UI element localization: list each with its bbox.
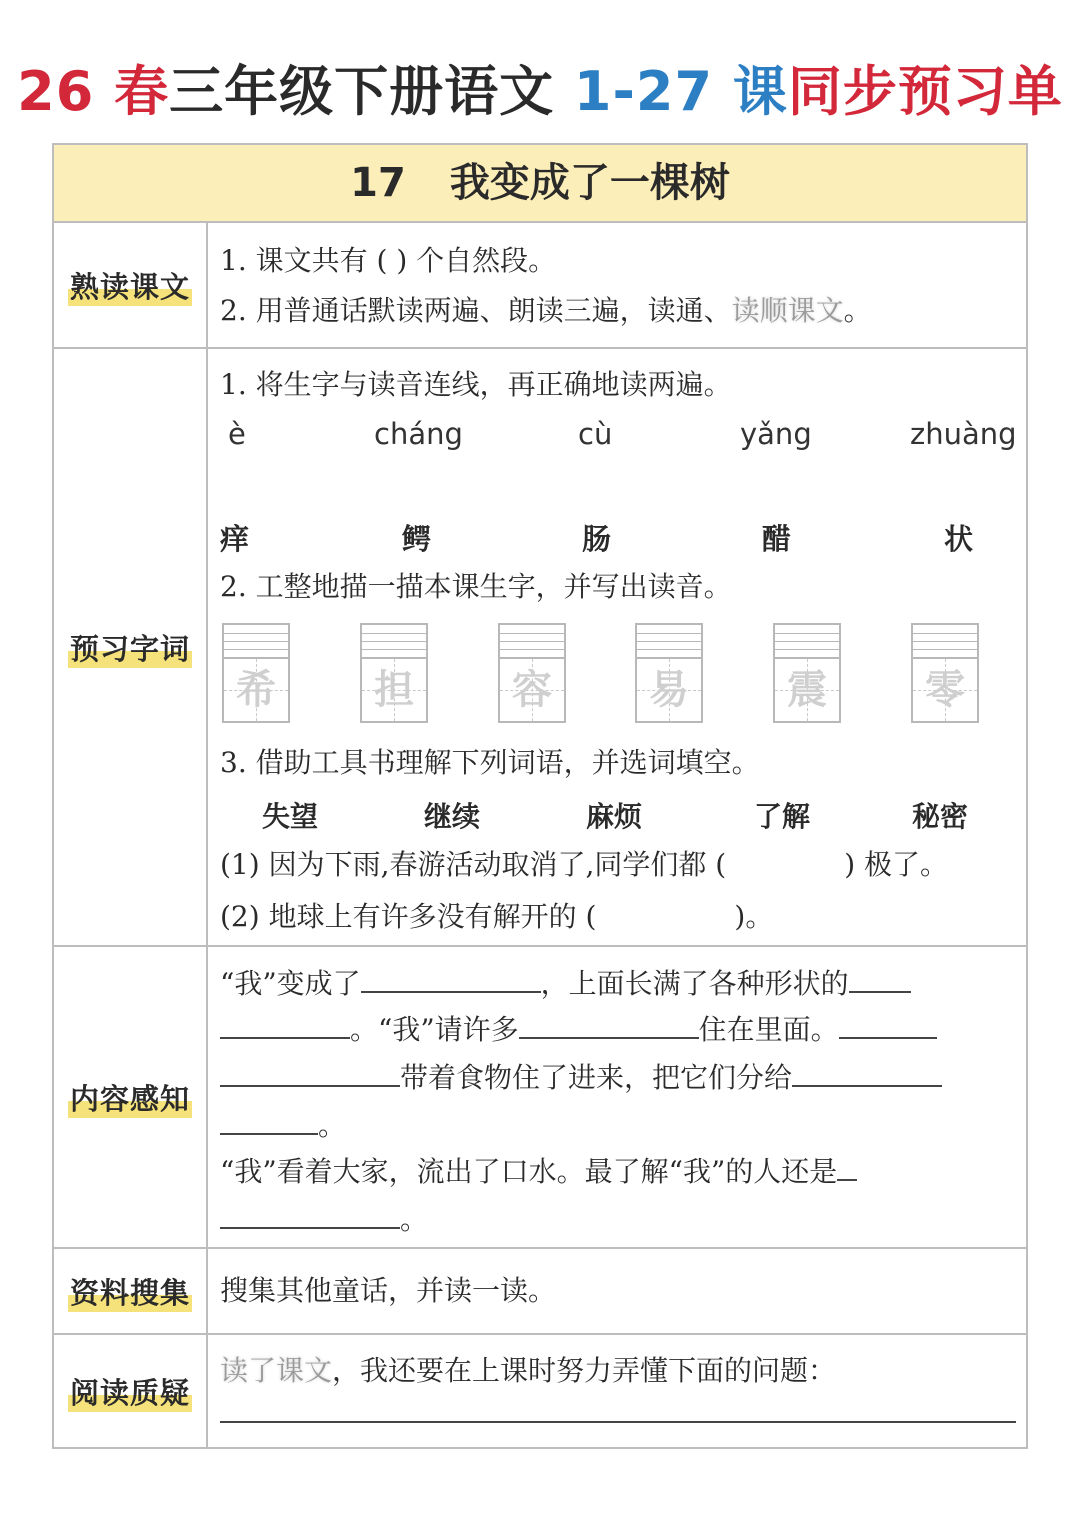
pinyin-item[interactable]: yǎng [740, 417, 812, 451]
answer-blank[interactable] [220, 1103, 318, 1135]
trace-character: 震 [787, 666, 827, 713]
answer-blank[interactable] [220, 1197, 400, 1229]
lesson-number: 17 [350, 160, 406, 206]
content-line-5: “我”看着大家，流出了口水。最了解“我”的人还是 [220, 1149, 857, 1192]
trace-character: 零 [925, 666, 965, 713]
vocab-question-3: 3. 借助工具书理解下列词语，并选词填空。 [220, 746, 760, 779]
pinyin-item[interactable]: cù [578, 417, 613, 451]
trace-character: 担 [374, 666, 414, 713]
section-vocab [54, 347, 1026, 945]
trace-box[interactable] [773, 623, 841, 723]
section-label: 熟读课文 [54, 223, 208, 347]
title-type: 同步预习单 [787, 60, 1063, 123]
reading-question-2-end: 读顺课文 [731, 294, 844, 327]
section-questions [54, 1333, 1026, 1447]
answer-blank[interactable] [220, 1055, 400, 1087]
word-option: 了解 [754, 800, 811, 833]
hanzi-item[interactable]: 醋 [762, 522, 792, 556]
hanzi-item[interactable]: 痒 [220, 522, 250, 556]
answer-blank[interactable] [361, 961, 541, 993]
content-line-2: 。“我”请许多 住在里面。 [220, 1007, 937, 1050]
answer-line[interactable] [220, 1421, 1016, 1423]
trace-character: 希 [236, 666, 276, 713]
word-option: 继续 [424, 800, 481, 833]
fill-sentence-2: (2) 地球上有许多没有解开的 ( )。 [220, 900, 774, 933]
content-line-1: “我”变成了 ，上面长满了各种形状的 [220, 961, 911, 1004]
section-reading [54, 221, 1026, 347]
hanzi-item[interactable]: 肠 [582, 522, 612, 556]
hanzi-item[interactable]: 状 [944, 522, 974, 556]
research-text: 搜集其他童话，并读一读。 [220, 1274, 557, 1307]
word-option: 秘密 [912, 800, 969, 833]
word-option: 失望 [262, 800, 319, 833]
answer-blank[interactable] [792, 1055, 942, 1087]
reading-question-1: 1. 课文共有 ( ) 个自然段。 [220, 244, 557, 277]
content-line-4: 。 [220, 1103, 346, 1146]
trace-box[interactable] [635, 623, 703, 723]
questions-prompt: 读了课文，我还要在上课时努力弄懂下面的问题： [220, 1354, 837, 1387]
pinyin-item[interactable]: è [228, 417, 246, 451]
vocab-question-2: 2. 工整地描一描本课生字，并写出读音。 [220, 570, 732, 603]
trace-character: 容 [512, 666, 552, 713]
section-label: 阅读质疑 [54, 1335, 208, 1447]
trace-box[interactable] [222, 623, 290, 723]
vocab-question-1: 1. 将生字与读音连线，再正确地读两遍。 [220, 368, 732, 401]
page-title [0, 52, 1080, 132]
answer-blank[interactable] [839, 1007, 937, 1039]
answer-blank[interactable] [837, 1149, 857, 1181]
reading-question-2: 2. 用普通话默读两遍、朗读三遍，读通、读顺课文。 [220, 294, 872, 327]
content-line-6: 。 [220, 1197, 428, 1240]
section-label: 内容感知 [54, 947, 208, 1247]
fill-sentence-1: (1) 因为下雨,春游活动取消了,同学们都 ( ) 极了。 [220, 848, 949, 881]
answer-blank[interactable] [220, 1007, 350, 1039]
title-year: 26 春 [17, 60, 170, 123]
hanzi-item[interactable]: 鳄 [402, 522, 432, 556]
section-content [54, 945, 1026, 1247]
pinyin-item[interactable]: cháng [374, 417, 463, 451]
trace-box[interactable] [911, 623, 979, 723]
trace-box[interactable] [360, 623, 428, 723]
word-option: 麻烦 [586, 800, 643, 833]
content-line-3: 带着食物住了进来，把它们分给 [220, 1055, 942, 1098]
title-grade: 三年级下册语文 [169, 60, 555, 123]
lesson-header [54, 145, 1026, 223]
section-label: 资料搜集 [54, 1249, 208, 1333]
section-research [54, 1247, 1026, 1333]
title-range: 1-27 课 [573, 60, 788, 123]
worksheet [52, 143, 1028, 1449]
trace-character: 易 [649, 666, 689, 713]
pinyin-item[interactable]: zhuàng [910, 417, 1017, 451]
answer-blank[interactable] [849, 961, 911, 993]
lesson-title: 我变成了一棵树 [449, 160, 730, 206]
section-label: 预习字词 [54, 349, 208, 945]
questions-prompt-start: 读了课文 [220, 1354, 333, 1387]
trace-box[interactable] [498, 623, 566, 723]
answer-blank[interactable] [519, 1007, 699, 1039]
